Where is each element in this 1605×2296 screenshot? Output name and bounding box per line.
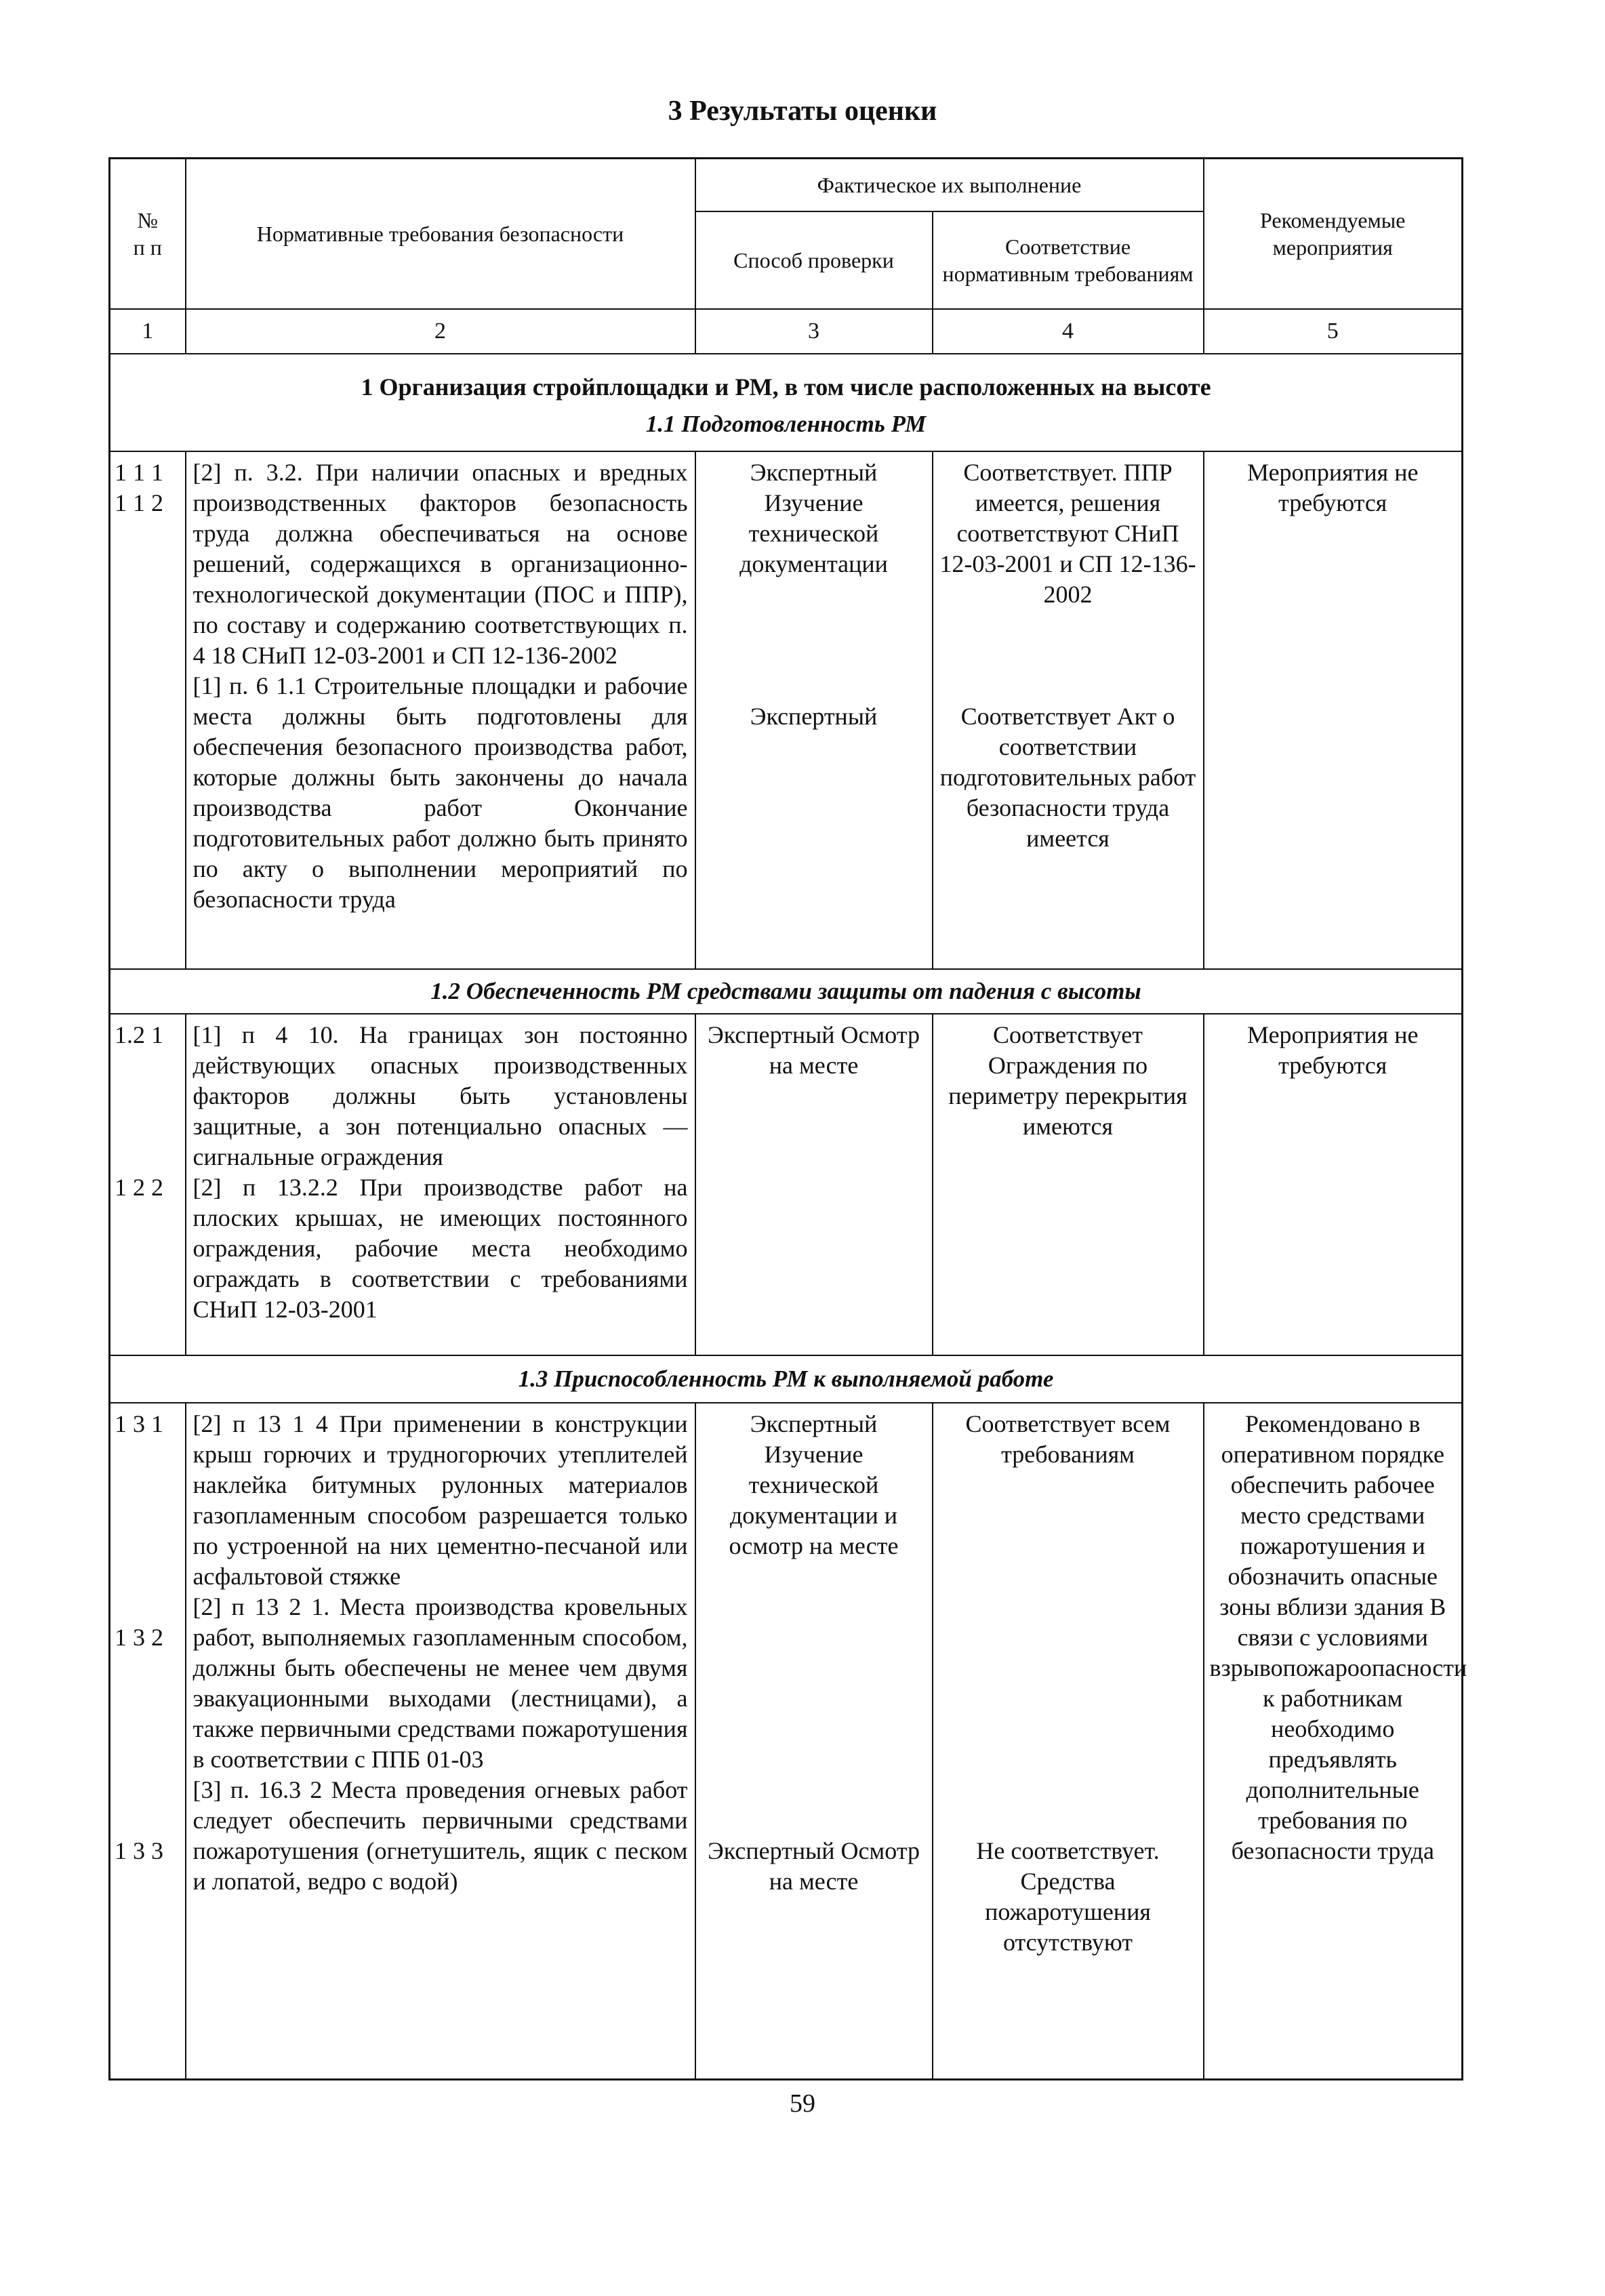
- row-number-1-1-2: 1 1 2: [115, 489, 163, 516]
- header-actual: Фактическое их выполнение: [695, 159, 1204, 212]
- header-requirements: Нормативные требования безопасности: [186, 159, 695, 310]
- requirement-text: [2] п. 3.2. При наличии опасных и вредных производственных факторов безопасность труда должна обеспечиваться на основе решений, содержащихся в организационно-технологической документации (ПОС и ППР), по составу и содержанию соответствующих п. 4 18 СНиП 12-03-2001 и СП 12-136-2002: [192, 459, 688, 669]
- subsection-title: 1.3 Приспособленность РМ к выполняемой работе: [518, 1366, 1054, 1392]
- requirements-cell: [186, 1014, 695, 1355]
- method-text: Экспертный: [750, 703, 878, 730]
- section-title: 1 Организация стройплощадки и РМ, в том числе расположенных на высоте: [361, 373, 1211, 401]
- requirement-text: [1] п 4 10. На границах зон постоянно действующих опасных производственных факторов должны быть установлены защитные, а зон потенциально опасных — сигнальные ограждения: [192, 1021, 688, 1170]
- row-number-1-3-1: 1 3 1: [115, 1410, 163, 1437]
- row-number-1-2-1: 1.2 1: [115, 1021, 163, 1048]
- header-num: № п п: [110, 159, 186, 310]
- column-number: 3: [695, 309, 933, 354]
- method-text: Экспертный Изучение технической документации: [739, 459, 888, 577]
- section-header: [110, 354, 1463, 451]
- subsection-title: 1.2 Обеспеченность РМ средствами защиты от падения с высоты: [430, 978, 1141, 1004]
- recommendation-cell: Мероприятия не требуются: [1204, 1014, 1463, 1355]
- column-number: 2: [186, 309, 695, 354]
- column-number: 5: [1204, 309, 1463, 354]
- requirement-text: [2] п 13 2 1. Места производства кровельных работ, выполняемых газопламенным способом, должны быть обеспечены не менее чем двумя эвакуационными выходами (лестницами), а также первичными средствами пожаротушения в соответствии с ППБ 01-03: [192, 1593, 688, 1773]
- requirement-text: [1] п. 6 1.1 Строительные площадки и рабочие места должны быть подготовлены для обеспечения безопасного производства работ, которые должны быть закончены до начала производства работ Окончание подготовительных работ должно быть принято по акту о выполнении мероприятий по безопасности труда: [192, 672, 688, 913]
- conformity-text: Не соответствует. Средства пожаротушения отсутствуют: [976, 1837, 1160, 1956]
- results-table: [108, 157, 1467, 2080]
- conformity-text: Соответствует. ППР имеется, решения соответствуют СНиП 12-03-2001 и СП 12-136-2002: [939, 459, 1196, 608]
- conformity-text: Соответствует всем требованиям: [965, 1410, 1171, 1468]
- requirements-cell: [186, 1403, 695, 2080]
- row-number-1-3-3: 1 3 3: [115, 1837, 163, 1864]
- row-number-1-3-2: 1 3 2: [115, 1624, 163, 1651]
- conformity-text: Соответствует Акт о соответствии подготовительных работ безопасности труда имеется: [939, 703, 1196, 852]
- method-text: Экспертный Осмотр на месте: [707, 1837, 920, 1895]
- column-number: 4: [933, 309, 1204, 354]
- requirement-text: [2] п 13 1 4 При применении в конструкции крыш горючих и трудногорючих утеплителей наклейка битумных рулонных материалов газопламенным способом разрешается только по устроенной на них цементно-песчаной или асфальтовой стяжке: [192, 1410, 688, 1590]
- conformity-cell: [933, 1403, 1204, 2080]
- method-cell: [695, 451, 933, 969]
- column-number: 1: [110, 309, 186, 354]
- subsection-header: [110, 969, 1463, 1014]
- requirement-text: [3] п. 16.3 2 Места проведения огневых работ следует обеспечить первичными средствами пожаротушения (огнетушитель, ящик с песком и лопатой, ведро с водой): [192, 1776, 688, 1895]
- header-recommended: Рекомендуемые мероприятия: [1204, 159, 1463, 310]
- row-number: [110, 1403, 186, 2080]
- requirements-cell: [186, 451, 695, 969]
- row-number-1-1-1: 1 1 1: [115, 459, 163, 486]
- row-number: [110, 1014, 186, 1355]
- row-number: [110, 451, 186, 969]
- header-method: Способ проверки: [695, 211, 933, 309]
- recommendation-cell: Мероприятия не требуются: [1204, 451, 1463, 969]
- requirement-text: [2] п 13.2.2 При производстве работ на плоских крышах, не имеющих постоянного ограждения, рабочие места необходимо ограждать в соответствии с требованиями СНиП 12-03-2001: [192, 1174, 688, 1323]
- method-cell: [695, 1403, 933, 2080]
- subsection-header: [110, 1355, 1463, 1403]
- conformity-cell: Соответствует Ограждения по периметру перекрытия имеются: [933, 1014, 1204, 1355]
- subsection-title: 1.1 Подготовленность РМ: [645, 411, 927, 437]
- page-title: 3 Результаты оценки: [668, 96, 937, 127]
- page-number: 59: [790, 2089, 815, 2118]
- method-text: Экспертный Изучение технической документации и осмотр на месте: [729, 1410, 899, 1559]
- conformity-cell: [933, 451, 1204, 969]
- header-conformity: Соответствие нормативным требованиям: [933, 211, 1204, 309]
- method-cell: Экспертный Осмотр на месте: [695, 1014, 933, 1355]
- recommendation-cell: Рекомендовано в оперативном порядке обеспечить рабочее место средствами пожаротушения и обозначить опасные зоны вблизи здания В связи с условиями взрывопожароопасности к работникам необходимо предъявлять дополнительные требования по безопасности труда: [1204, 1403, 1463, 2080]
- row-number-1-2-2: 1 2 2: [115, 1174, 163, 1201]
